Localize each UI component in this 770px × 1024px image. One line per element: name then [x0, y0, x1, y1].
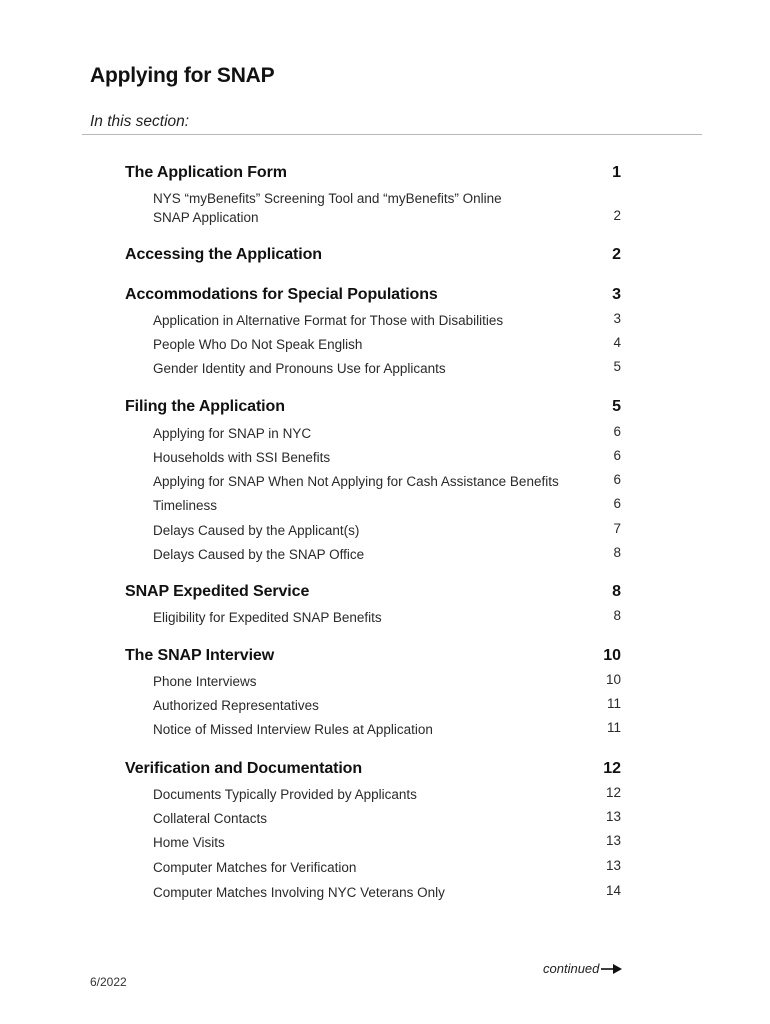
toc-entry-page: 8 [613, 545, 621, 560]
continued-label: continued [543, 961, 600, 976]
section-intro: In this section: [90, 113, 190, 130]
toc-entry-title: Home Visits [153, 835, 225, 850]
toc-entry-page: 6 [613, 472, 621, 487]
toc-entry-page: 13 [605, 833, 621, 848]
toc-entry-title: Computer Matches for Verification [153, 860, 357, 875]
toc-section-page: 3 [612, 286, 621, 303]
toc-entry-title: Phone Interviews [153, 674, 257, 689]
toc-entry-page: 2 [613, 208, 621, 223]
toc-section-page: 8 [612, 583, 621, 600]
toc-section-page: 1 [612, 164, 621, 181]
toc-entry-title: Notice of Missed Interview Rules at Application [153, 722, 433, 737]
toc-entry-title: Authorized Representatives [153, 698, 319, 713]
toc-section-title: The SNAP Interview [125, 647, 275, 664]
toc-entry-page: 7 [613, 521, 621, 536]
toc-entry-page: 11 [606, 720, 621, 735]
footer-date: 6/2022 [90, 975, 127, 989]
toc-entry-title: Applying for SNAP in NYC [153, 426, 312, 441]
toc-entry-page: 11 [606, 696, 621, 711]
toc-section-page: 5 [612, 398, 621, 415]
toc-entry-title: Eligibility for Expedited SNAP Benefits [153, 610, 382, 625]
toc-entry-title: Application in Alternative Format for Those with Disabilities [153, 313, 504, 328]
toc-entry-page: 12 [605, 785, 621, 800]
toc-entry-page: 8 [613, 608, 621, 623]
toc-entry-page: 5 [613, 359, 621, 374]
toc-entry-title: NYS “myBenefits” Screening Tool and “myBenefits” Online SNAP Application [153, 191, 502, 225]
toc-entry-title: Delays Caused by the SNAP Office [153, 547, 365, 562]
toc-entry-title: Households with SSI Benefits [153, 450, 331, 465]
toc-section-title: Accommodations for Special Populations [125, 286, 438, 303]
toc-entry-page: 3 [613, 311, 621, 326]
toc-section-page: 12 [603, 760, 621, 777]
toc-section-page: 10 [603, 647, 621, 664]
toc-entry-title: People Who Do Not Speak English [153, 337, 363, 352]
toc-section-page: 2 [612, 246, 621, 263]
toc-entry-title: Collateral Contacts [153, 811, 268, 826]
toc-section-title: SNAP Expedited Service [125, 583, 310, 600]
toc-entry-page: 6 [613, 496, 621, 511]
toc-entry-page: 14 [605, 883, 621, 898]
toc-entry-title: Computer Matches Involving NYC Veterans Only [153, 885, 445, 900]
toc-entry-page: 10 [605, 672, 621, 687]
toc-entry-title: Applying for SNAP When Not Applying for Cash Assistance Benefits [153, 474, 559, 489]
toc-entry-title: Documents Typically Provided by Applicants [153, 787, 417, 802]
toc-section-title: Accessing the Application [125, 246, 322, 263]
toc-section-title: Filing the Application [125, 398, 285, 415]
toc-entry-title: Timeliness [153, 498, 218, 513]
toc-entry-page: 13 [605, 858, 621, 873]
toc-entry-title: Delays Caused by the Applicant(s) [153, 523, 360, 538]
page-title: Applying for SNAP [90, 64, 275, 87]
toc-entry-page: 6 [613, 448, 621, 463]
toc-entry-page: 4 [613, 335, 621, 350]
arrow-right-icon [601, 963, 623, 975]
toc-entry-page: 13 [605, 809, 621, 824]
toc-entry-page: 6 [613, 424, 621, 439]
toc-section-title: The Application Form [125, 164, 287, 181]
toc-entry-title: Gender Identity and Pronouns Use for Applicants [153, 361, 446, 376]
toc-section-title: Verification and Documentation [125, 760, 363, 777]
